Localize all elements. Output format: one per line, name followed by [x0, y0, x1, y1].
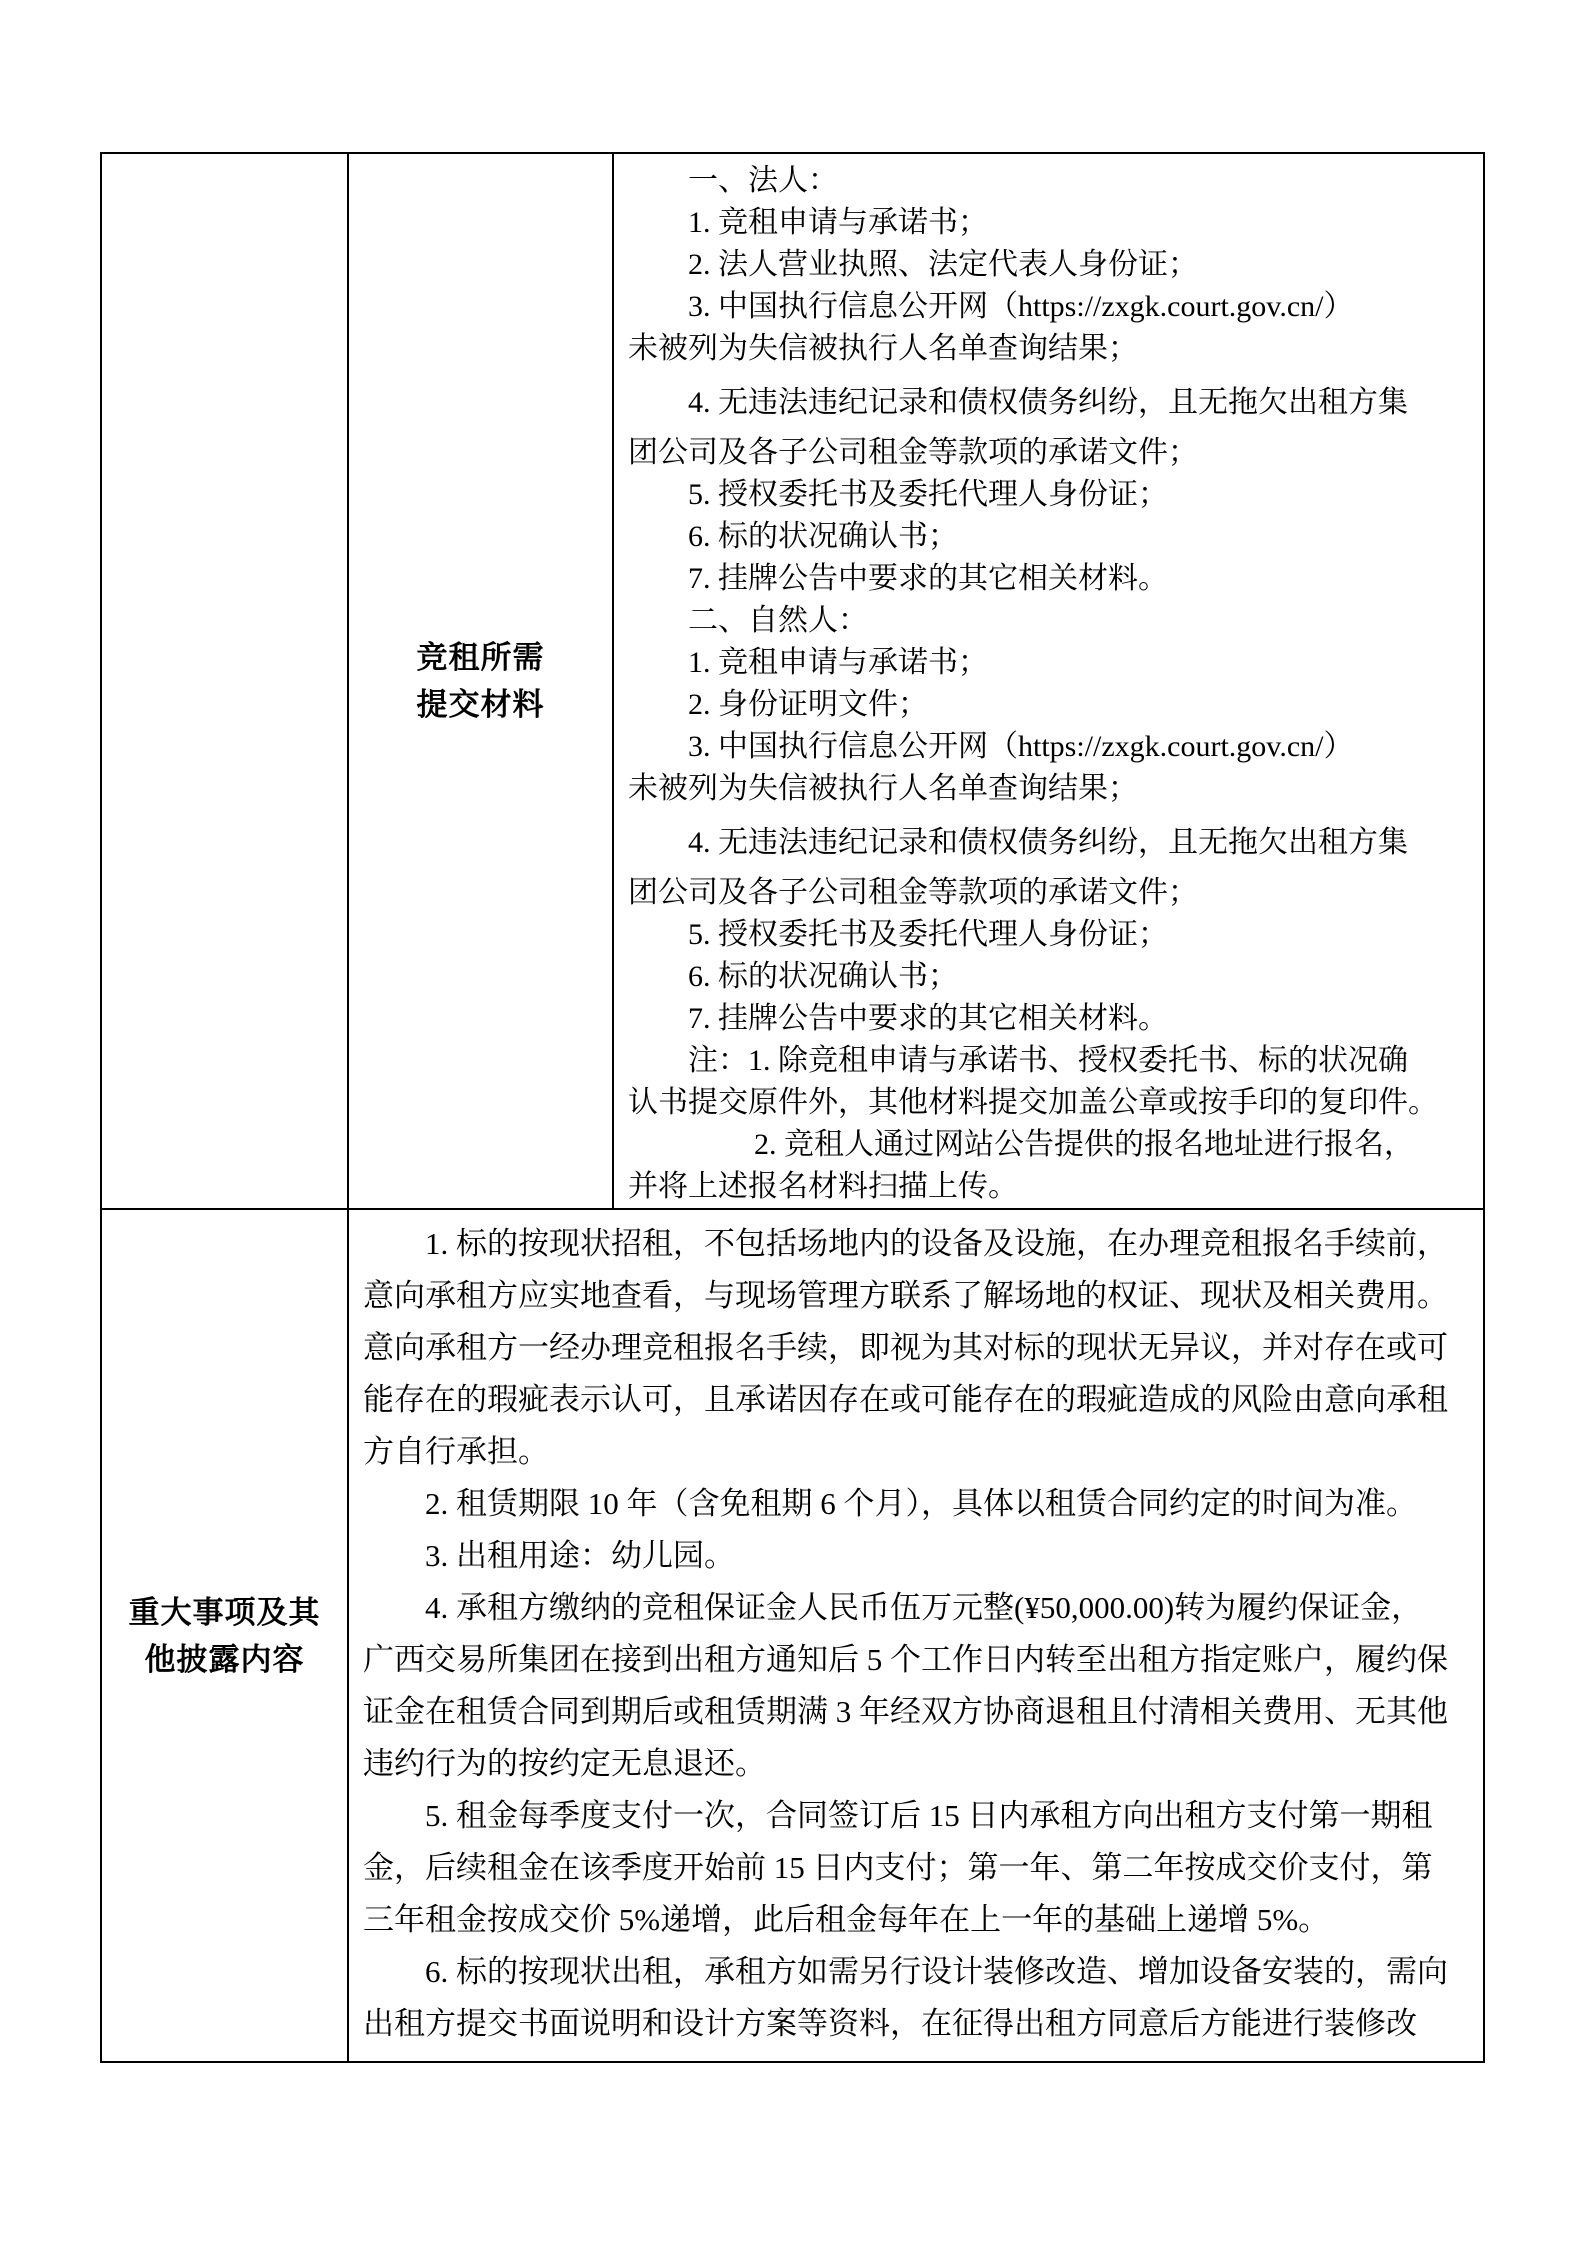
row-label-materials: [417, 634, 545, 728]
text-line: 4. 无违法违纪记录和债权债务纠纷，且无拖欠出租方集: [688, 826, 1408, 859]
text-line: 3. 出租用途：幼儿园。: [425, 1538, 735, 1573]
text-line: 违约行为的按约定无息退还。: [363, 1746, 766, 1781]
label-line: 提交材料: [416, 687, 545, 722]
text-line: 4. 无违法违纪记录和债权债务纠纷，且无拖欠出租方集: [688, 386, 1408, 419]
text-line: 一、法人：: [688, 164, 838, 197]
text-line: 注：1. 除竞租申请与承诺书、授权委托书、标的状况确: [688, 1044, 1408, 1077]
text-line: 5. 授权委托书及委托代理人身份证；: [688, 478, 1168, 511]
text-line: 能存在的瑕疵表示认可，且承诺因存在或可能存在的瑕疵造成的风险由意向承租: [363, 1382, 1448, 1417]
text-line: 4. 承租方缴纳的竞租保证金人民币伍万元整(¥50,000.00)转为履约保证金，: [425, 1590, 1423, 1625]
text-line: 二、自然人：: [688, 604, 868, 637]
text-line: 1. 竞租申请与承诺书；: [688, 206, 988, 239]
label-line: 竞租所需: [416, 640, 545, 675]
cell-empty: [102, 154, 349, 1208]
text-line: 1. 竞租申请与承诺书；: [688, 646, 988, 679]
text-line: 金，后续租金在该季度开始前 15 日内支付；第一年、第二年按成交价支付，第: [363, 1850, 1433, 1885]
text-line: 广西交易所集团在接到出租方通知后 5 个工作日内转至出租方指定账户，履约保: [363, 1642, 1448, 1677]
text-line: 三年租金按成交价 5%递增，此后租金每年在上一年的基础上递增 5%。: [363, 1902, 1330, 1937]
text-line: 未被列为失信被执行人名单查询结果；: [628, 772, 1138, 805]
disclosure-table: [100, 152, 1485, 2063]
text-line: 5. 授权委托书及委托代理人身份证；: [688, 918, 1168, 951]
text-line: 3. 中国执行信息公开网（https://zxgk.court.gov.cn/）: [688, 730, 1354, 763]
text-line: 2. 竞租人通过网站公告提供的报名地址进行报名，: [754, 1128, 1414, 1161]
text-line: 证金在租赁合同到期后或租赁期满 3 年经双方协商退租且付清相关费用、无其他: [363, 1694, 1448, 1729]
text-line: 团公司及各子公司租金等款项的承诺文件；: [628, 436, 1198, 469]
text-line: 6. 标的状况确认书；: [688, 960, 958, 993]
cell-materials-content: [614, 154, 1483, 1208]
cell-label-major-matters: [102, 1210, 349, 2061]
text-line: 2. 身份证明文件；: [688, 688, 928, 721]
text-line: 7. 挂牌公告中要求的其它相关材料。: [688, 562, 1168, 595]
text-line: 出租方提交书面说明和设计方案等资料，在征得出租方同意后方能进行装修改: [363, 2006, 1417, 2041]
cell-label-materials: [349, 154, 614, 1208]
text-line: 2. 法人营业执照、法定代表人身份证；: [688, 248, 1198, 281]
text-line: 6. 标的状况确认书；: [688, 520, 958, 553]
label-line: 重大事项及其: [128, 1594, 321, 1630]
text-line: 6. 标的按现状出租，承租方如需另行设计装修改造、增加设备安装的，需向: [425, 1954, 1448, 1989]
text-line: 团公司及各子公司租金等款项的承诺文件；: [628, 876, 1198, 909]
text-line: 认书提交原件外，其他材料提交加盖公章或按手印的复印件。: [628, 1086, 1438, 1119]
text-line: 2. 租赁期限 10 年（含免租期 6 个月），具体以租赁合同约定的时间为准。: [425, 1486, 1417, 1521]
text-line: 意向承租方应实地查看，与现场管理方联系了解场地的权证、现状及相关费用。: [363, 1278, 1448, 1313]
text-line: 意向承租方一经办理竞租报名手续，即视为其对标的现状无异议，并对存在或可: [363, 1330, 1448, 1365]
table-row-materials: [102, 154, 1483, 1210]
text-line: 1. 标的按现状招租，不包括场地内的设备及设施，在办理竞租报名手续前，: [425, 1226, 1448, 1261]
text-line: 并将上述报名材料扫描上传。: [628, 1170, 1018, 1203]
text-line: 未被列为失信被执行人名单查询结果；: [628, 332, 1138, 365]
cell-major-matters-content: [349, 1210, 1483, 2061]
text-line: 5. 租金每季度支付一次，合同签订后 15 日内承租方向出租方支付第一期租: [425, 1798, 1433, 1833]
text-line: 7. 挂牌公告中要求的其它相关材料。: [688, 1002, 1168, 1035]
row-label-major-matters: [129, 1589, 321, 1683]
label-line: 他披露内容: [144, 1641, 305, 1677]
text-line: 3. 中国执行信息公开网（https://zxgk.court.gov.cn/）: [688, 290, 1354, 323]
table-row-major-matters: [102, 1210, 1483, 2061]
text-line: 方自行承担。: [363, 1434, 549, 1469]
